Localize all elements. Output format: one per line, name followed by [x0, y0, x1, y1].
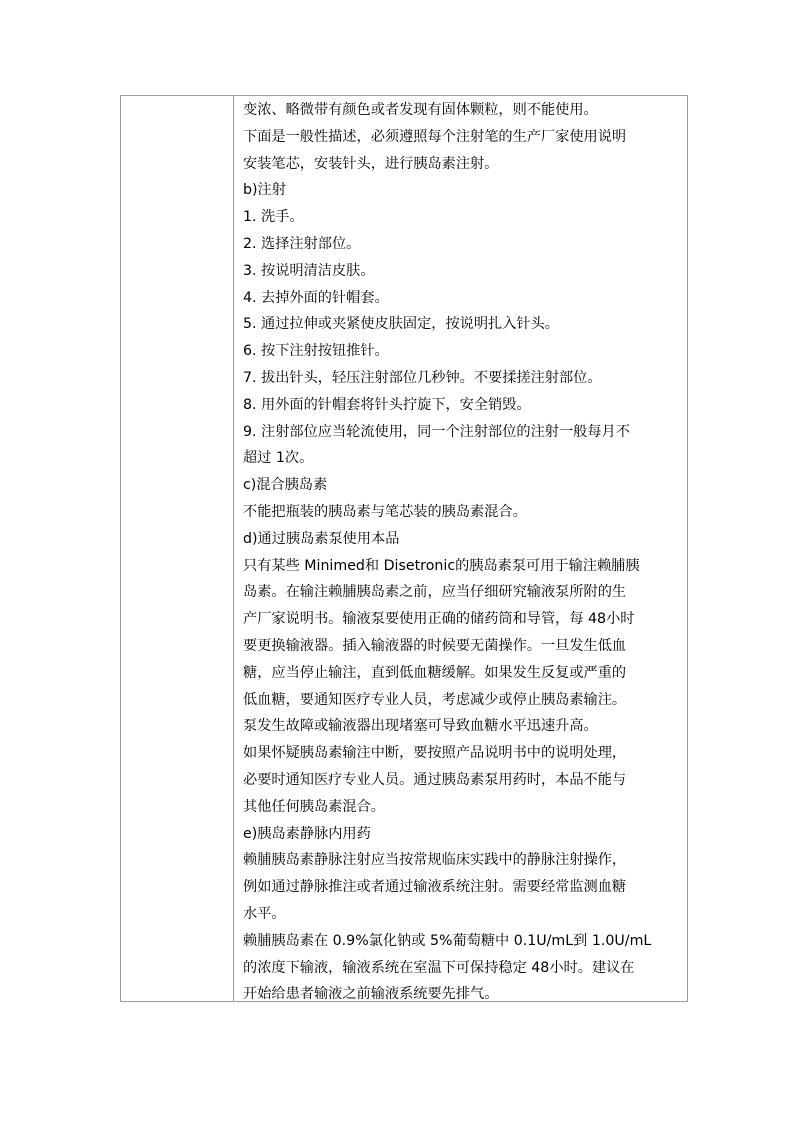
text-line: 岛素。在输注赖脯胰岛素之前，应当仔细研究输液泵所附的生 — [243, 584, 627, 601]
text-line: 如果怀疑胰岛素输注中断，要按照产品说明书中的说明处理， — [243, 745, 627, 762]
text-line: 安装笔芯，安装针头，进行胰岛素注射。 — [243, 155, 499, 172]
text-line: 必要时通知医疗专业人员。通过胰岛素泵用药时，本品不能与 — [243, 771, 627, 788]
text-line: 其他任何胰岛素混合。 — [243, 798, 385, 815]
text-line: 赖脯胰岛素在 0.9%氯化钠或 5%葡萄糖中 0.1U/mL到 1.0U/mL — [243, 932, 652, 949]
text-line: 例如通过静脉推注或者通过输液系统注射。需要经常监测血糖 — [243, 879, 627, 896]
document-table — [120, 95, 688, 1002]
text-line: 的浓度下输液，输液系统在室温下可保持稳定 48小时。建议在 — [243, 959, 635, 976]
text-line: 泵发生故障或输液器出现堵塞可导致血糖水平迅速升高。 — [243, 718, 598, 735]
text-line: 糖，应当停止输注，直到低血糖缓解。如果发生反复或严重的 — [243, 664, 627, 681]
text-line: 2. 选择注射部位。 — [243, 235, 361, 252]
table-left-cell — [121, 96, 234, 1001]
text-line: e)胰岛素静脉内用药 — [243, 825, 371, 842]
text-line: 开始给患者输液之前输液系统要先排气。 — [243, 986, 499, 1003]
text-line: 不能把瓶装的胰岛素与笔芯装的胰岛素混合。 — [243, 503, 527, 520]
text-line: b)注射 — [243, 182, 286, 199]
text-line: c)混合胰岛素 — [243, 477, 328, 494]
text-line: 下面是一般性描述，必须遵照每个注射笔的生产厂家使用说明 — [243, 128, 627, 145]
text-line: 要更换输液器。插入输液器的时候要无菌操作。一旦发生低血 — [243, 637, 627, 654]
text-line: 变浓、略微带有颜色或者发现有固体颗粒，则不能使用。 — [243, 102, 598, 118]
text-line: 5. 通过拉伸或夹紧使皮肤固定，按说明扎入针头。 — [243, 316, 559, 333]
text-line: 3. 按说明清洁皮肤。 — [243, 262, 375, 279]
text-line: 水平。 — [243, 905, 286, 922]
text-line: 1. 洗手。 — [243, 209, 304, 226]
text-line: 超过 1次。 — [243, 450, 314, 467]
text-line: 7. 拔出针头，轻压注射部位几秒钟。不要揉搓注射部位。 — [243, 369, 602, 386]
text-line: 低血糖，要通知医疗专业人员，考虑减少或停止胰岛素输注。 — [243, 691, 627, 708]
text-line: 9. 注射部位应当轮流使用，同一个注射部位的注射一般每月不 — [243, 423, 630, 440]
text-line: 8. 用外面的针帽套将针头拧旋下，安全销毁。 — [243, 396, 531, 413]
text-line: 产厂家说明书。输液泵要使用正确的储药筒和导管，每 48小时 — [243, 611, 635, 628]
text-line: 6. 按下注射按钮推针。 — [243, 343, 389, 360]
text-line: 4. 去掉外面的针帽套。 — [243, 289, 389, 306]
text-line: d)通过胰岛素泵使用本品 — [243, 530, 400, 547]
text-line: 只有某些 Minimed和 Disetronic的胰岛素泵可用于输注赖脯胰 — [243, 557, 640, 574]
text-line: 赖脯胰岛素静脉注射应当按常规临床实践中的静脉注射操作， — [243, 852, 627, 869]
table-text-cell — [235, 96, 687, 1001]
